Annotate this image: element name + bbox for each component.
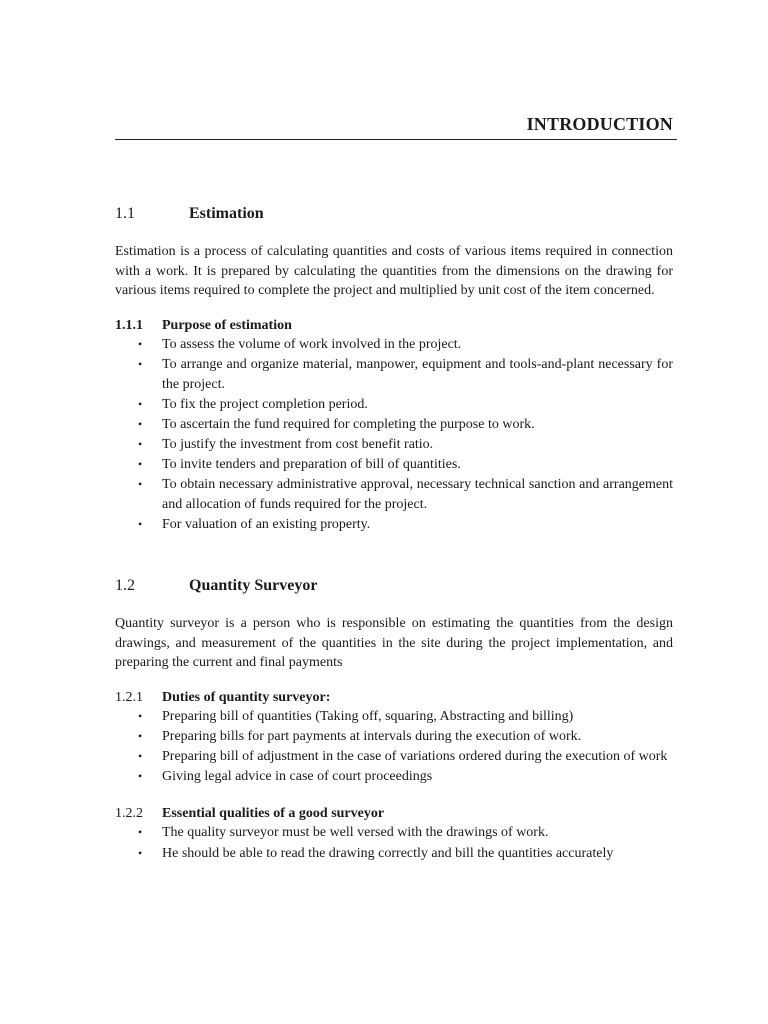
paragraph-estimation: Estimation is a process of calculating quantities and costs of various items required in connection with a work. It is prepared by calculating the quantities from the dimensions on the drawing for various items required to complete the project and multiplied by unit cost of the item concerned. <box>115 244 673 298</box>
section-number: 1.2 <box>115 577 135 595</box>
list-item: • To ascertain the fund required for completing the purpose to work. <box>115 415 673 435</box>
bullet-icon: • <box>138 456 143 471</box>
subsection-title: Purpose of estimation <box>162 317 292 333</box>
list-item: • For valuation of an existing property. <box>115 515 673 535</box>
chapter-title: INTRODUCTION <box>526 114 673 134</box>
list-item: • To justify the investment from cost benefit ratio. <box>115 435 673 455</box>
section-heading-quantity-surveyor <box>115 576 673 596</box>
list-item: • To fix the project completion period. <box>115 395 673 415</box>
section-number: 1.1 <box>115 205 135 222</box>
subsection-number: 1.1.1 <box>115 317 143 333</box>
subheading-essential-qualities <box>115 804 673 824</box>
list-item: • To obtain necessary administrative approval, necessary technical sanction and arrangement and allocation of funds required for the project. <box>138 477 673 512</box>
bullet-icon: • <box>138 396 143 411</box>
chapter-title-rule <box>115 139 677 140</box>
essential-qualities-list <box>115 823 673 863</box>
document-content <box>115 204 673 864</box>
bullet-icon: • <box>138 749 143 764</box>
subsection-title: Essential qualities of a good surveyor <box>162 805 385 821</box>
list-item: • Preparing bill of quantities (Taking off, squaring, Abstracting and billing) <box>115 707 673 727</box>
section-heading-estimation <box>115 204 673 224</box>
section-title: Estimation <box>189 205 264 222</box>
list-item: • Giving legal advice in case of court proceedings <box>115 767 673 787</box>
list-item: • To assess the volume of work involved in the project. <box>115 335 673 355</box>
bullet-icon: • <box>138 357 143 372</box>
bullet-icon: • <box>138 436 143 451</box>
purpose-of-estimation-list <box>115 335 673 534</box>
bullet-icon: • <box>138 416 143 431</box>
list-item: • Preparing bill of adjustment in the case of variations ordered during the execution of work <box>115 747 673 767</box>
section-title: Quantity Surveyor <box>189 577 318 595</box>
list-item: • To arrange and organize material, manpower, equipment and tools-and-plant necessary for the project. <box>138 357 673 392</box>
bullet-icon: • <box>138 337 143 351</box>
subsection-title: Duties of quantity surveyor: <box>162 689 331 705</box>
bullet-icon: • <box>138 729 143 744</box>
bullet-icon: • <box>138 845 143 860</box>
list-item: • He should be able to read the drawing correctly and bill the quantities accurately <box>115 844 673 864</box>
bullet-icon: • <box>138 477 143 492</box>
list-item: • The quality surveyor must be well versed with the drawings of work. <box>115 823 673 843</box>
bullet-icon: • <box>138 709 143 724</box>
bullet-icon: • <box>138 825 143 840</box>
subsection-number: 1.2.2 <box>115 805 143 821</box>
subsection-number: 1.2.1 <box>115 689 143 705</box>
bullet-icon: • <box>138 769 143 784</box>
subheading-duties-of-quantity-surveyor <box>115 688 673 708</box>
list-item: • Preparing bills for part payments at intervals during the execution of work. <box>115 727 673 747</box>
list-item: • To invite tenders and preparation of bill of quantities. <box>115 455 673 475</box>
paragraph-quantity-surveyor: Quantity surveyor is a person who is responsible on estimating the quantities from the design drawings, and measurement of the quantities in the site during the project implementation, and preparing the current and final payments <box>115 616 673 671</box>
duties-list <box>115 707 673 787</box>
bullet-icon: • <box>138 516 143 531</box>
subheading-purpose-of-estimation <box>115 316 673 336</box>
